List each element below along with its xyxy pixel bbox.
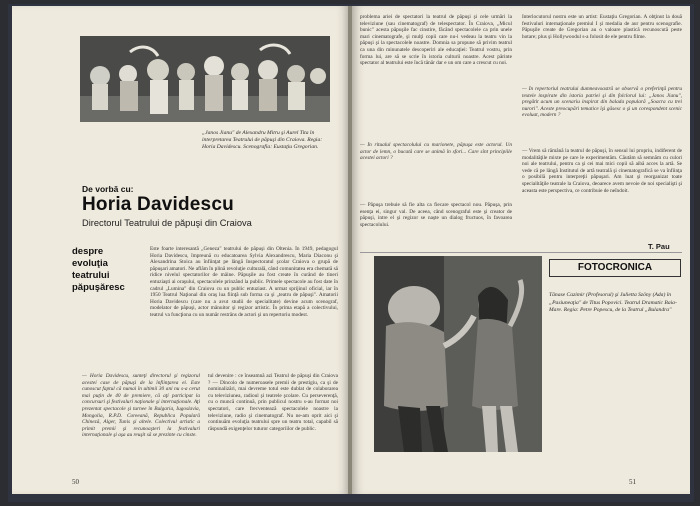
page-number-left: 50 [72, 478, 79, 486]
right-col2-bottom [522, 148, 682, 240]
fotocronica-section-label: FOTOCRONICA [549, 259, 681, 277]
side-heading-line: teatrului [72, 270, 110, 281]
side-heading-line: evoluţia [72, 258, 108, 269]
right-col2-bottom-text: — Vrem să rămână la teatrul de păpuşi, în sensul lui propriu, indiferent de modalităţile mixte pe care le experimentăm. Căutăm să semnăm cu culori noi ale teatrului, pentru ca şi cei mai mici copii să aibă acces la artă. Se vede că pe lângă Institutul de artă teatrală şi cinematografică se va înfiinţa o posibilă pentru interpreţii păpuşari. Am luat şi reorganizat toate specialităţile teatrale la Craiova, deoarece avem nevoie de noi specialişti şi aceasta este perspectiva, ce contribuie de neîndoit. [522, 148, 682, 194]
page-number-right: 51 [629, 478, 636, 486]
question-column-1 [82, 373, 200, 473]
interview-kicker: De vorbă cu: [82, 184, 134, 194]
side-heading-line: despre [72, 246, 104, 257]
right-col2-question-text: — În repertoriul teatrului dumneavoastră se observă o preferinţă pentru textele inspirate din istoria patriei şi din folclorul lui: „Janos Jianu", pregătit acum un scenariu inspirat din balada populară „Soacra cu trei nurori". Aceste preocupări tematice îşi găsesc o şi un corespondent scenic evoluat, modern ? [522, 86, 682, 119]
right-col1-question [360, 142, 512, 198]
photo-caption: „Janos Jianu" de Alexandru Mitru şi Aurel Tita în interpretarea Teatrului de păpuşi din Craiova. Regia: Horia Davidescu. Scenografia: Eustaţiu Gregorian. [202, 130, 323, 150]
side-heading-line: păpuşăresc [72, 282, 125, 293]
right-col1-top-text: problema ariei de spectatori la teatrul de păpuşi şi cele urmări la televiziune (sau cinematograf) de telespectator. În Craiova, „Micul bunic" acesta păpuşile fac cinstire, făcând spectacolele ca prin unele mari cinematografe, şi mulţi copii care nu-i vedeau la teatru vin la păpuşi şi la spectacolele noastre. Domnia sa propune să privim teatrul ca una din minunatele descoperiri ale educaţiei: Teatrul vostru, prin forma lui, are să se scrie în istoria culturii noastre. Acest părinte spectator al teatrului este încă tânăr dar e un om care a crescut cu noi. [360, 14, 512, 67]
side-heading [72, 246, 142, 294]
theatre-scene-photo [374, 256, 542, 452]
answer-text: tul devenire : ce înseamnă azi Teatrul de păpuşi din Craiova ? — Dincolo de numeroasele premii de prestigiu, ca şi de nominalizări, mai devreme totul este dublat de colaborarea cu televiziunea, radioul şi teatrele şcolare. Cu perseverenţă, cu o muncă continuă, prin publicul nostru s-au format noi spectatori, care frecventează spectacolele noastre la televiziune, radio şi cinematograf. Nu ne-am oprit aici şi continuăm evoluţia teatrului spre un teatru total, capabil să răspundă exigenţelor tuturor categoriilor de public. [208, 373, 338, 432]
intro-paragraph [150, 246, 338, 366]
right-col1-bottom-text: — Păpuşa trebuie să fie alta ca fiecare spectacol nou. Păpuşa, prin esenţa ei, singur val. De aceea, când scenograful este şi creator de păpuşi, intre el şi regizor se naşte un dialog fructuos, în favoarea spectacolului. [360, 202, 512, 228]
section-divider [360, 252, 682, 253]
left-page [12, 6, 349, 494]
right-col1-bottom [360, 202, 512, 246]
theatre-photo-caption: Tănase Cazimir (Profesorul) şi Julietta Szöny (Ada) în „Pasiuneaţia" de Titus Popovici. Teatrul Dramatic Baia-Mare. Regia: Petre Popescu, de la Teatrul „Bulandra" [549, 292, 677, 314]
right-col2-top-text: Interlocutorul nostru este un artist: Eustaţiu Gregorian. A obţinut la două festivaluri internaţionale premiul I şi medalia de aur pentru scenografie. Păpuşile create de Gregorian au o valoare plastică recunoscută peste hotare; plus şi Hollywoodul s-a folosit de ele pentru filme. [522, 14, 682, 40]
right-col1-top [360, 14, 512, 138]
right-col1-question-text: — În ritualul spectacolului cu marionete, păpuşa este actorul. Un actor de lemn, o bucată care se animă în sfori... Care sînt principiile acestei actori ? [360, 142, 512, 162]
right-col2-top [522, 14, 682, 82]
right-page [352, 6, 690, 494]
interviewee-name: Horia Davidescu [82, 194, 234, 215]
article-signature: T. Pau [648, 242, 670, 251]
intro-text: Este foarte interesantă „Geneza" teatrului de păpuşi din Oltenia. În 1949, pedagogul Horia Davidescu, împreună cu educatoarea Sylvia Alexandrescu, Maria Diaconu şi Alexandrina Stoica au înfiinţat pe lângă Inspectoratul şcolar Craiova o grupă de păpuşari amatori. Ne aflăm în plină revoluţie culturală, când comunitatea era chemată să ridice nivelul spectatorilor de mâine. Păpuşile au fost create în curând de tineri entuziaşti ai oraşului, spectacolele prinzând la public. Primele spectacole au fost date în cadrul „Lumina" din Craiova cu un public entuziast. A urmat sprijinul oficial, iar în 1950 Teatrul Naţional din oraş lua fiinţă sub forma ca şi „teatru de păpuşi". Amatorii Horia Davidescu (care nu a avut studii de specialitate) devine acum scenograf, modelator de păpuşi, actor mânuitor şi regizor artistic. În prima etapă a colectivului, teatrul va funcţiona cu un număr restrâns de actori şi un repertoriu modest. [150, 246, 338, 318]
question-text: — Horia Davidescu, sunteţi directorul şi regizorul acestei case de păpuşi de la înfiinţarea ei. Este cunoscut faptul că numai în ultimii 30 ani nu s-a cerut mai puţin de 40 de premiere, că aţi participat la concursuri şi festivaluri naţionale şi internaţionale. Aţi prezentat spectacole şi turnee în Bulgaria, Iugoslavia, Mongolia, R.P.D. Coreeană, Republica Populară Chineză, Alger, Tunis şi altele. Colectivul artistic a primit premii şi recunoaşteri la festivaluri internaţionale şi aşa au reuşit să se prezinte cu cinste. [82, 373, 200, 439]
interviewee-role: Directorul Teatrului de păpuşi din Craiova [82, 218, 252, 228]
right-col2-question [522, 86, 682, 146]
answer-column-2 [208, 373, 338, 473]
puppet-show-photo [80, 36, 330, 122]
